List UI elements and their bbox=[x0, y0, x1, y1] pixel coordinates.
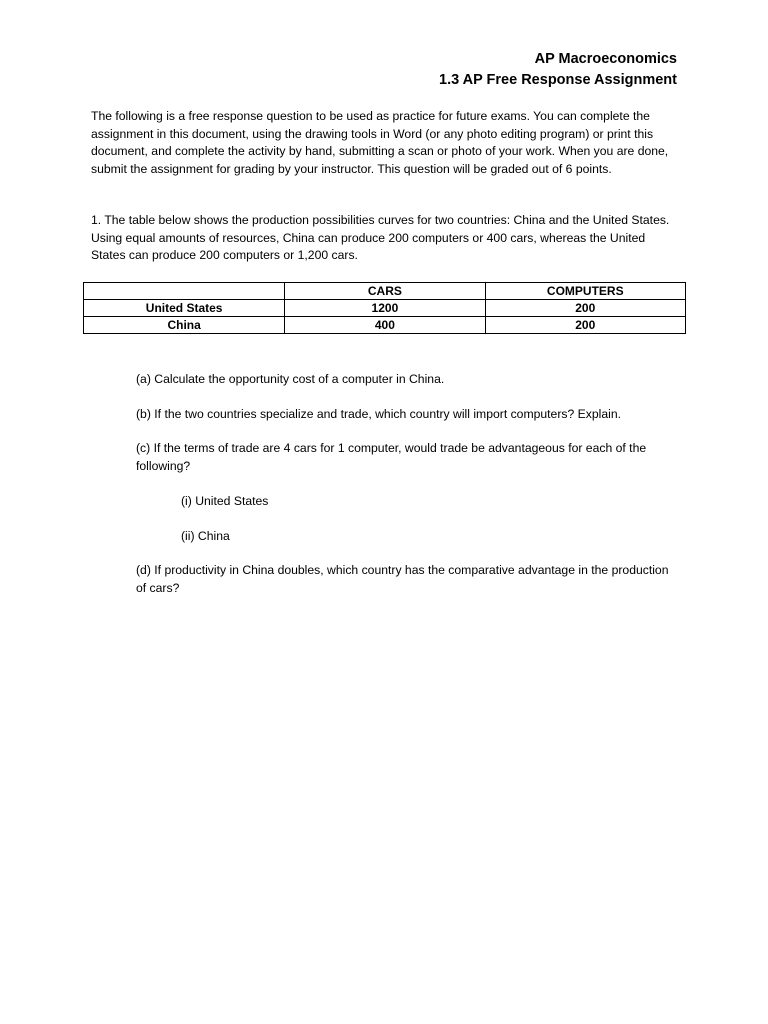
assignment-title: 1.3 AP Free Response Assignment bbox=[439, 72, 677, 88]
part-c-i: (i) United States bbox=[181, 494, 269, 508]
table-header-row bbox=[84, 283, 686, 300]
part-b: (b) If the two countries specialize and trade, which country will import computers? Explain. bbox=[136, 407, 622, 421]
table-header-cell bbox=[84, 283, 285, 300]
table-cell: 200 bbox=[485, 317, 685, 334]
table-cell: China bbox=[84, 317, 285, 334]
table-cell: 200 bbox=[485, 300, 685, 317]
part-c-ii: (ii) China bbox=[181, 529, 230, 543]
course-title: AP Macroeconomics bbox=[534, 51, 677, 67]
question-1-text: 1. The table below shows the production possibilities curves for two countries: China and the United States. Using equal amounts of resources, China can produce 200 computers or 400 cars, whereas the United States can produce 200 computers or 1,200 cars. bbox=[91, 213, 670, 262]
document-header bbox=[439, 49, 677, 91]
table-header-cell: COMPUTERS bbox=[485, 283, 685, 300]
intro-paragraph: The following is a free response question to be used as practice for future exams. You can complete the assignment in this document, using the drawing tools in Word (or any photo editing program) or print this document, and complete the activity by hand, submitting a scan or photo of your work. When you are done, submit the assignment for grading by your instructor. This question will be graded out of 6 points. bbox=[91, 109, 669, 176]
table-row bbox=[84, 300, 686, 317]
table-cell: 1200 bbox=[285, 300, 485, 317]
part-a: (a) Calculate the opportunity cost of a computer in China. bbox=[136, 372, 445, 386]
part-d: (d) If productivity in China doubles, which country has the comparative advantage in the production of cars? bbox=[136, 563, 669, 595]
table-row bbox=[84, 317, 686, 334]
production-table bbox=[83, 282, 686, 334]
table-cell: United States bbox=[84, 300, 285, 317]
table-cell: 400 bbox=[285, 317, 485, 334]
table-header-cell: CARS bbox=[285, 283, 485, 300]
part-c: (c) If the terms of trade are 4 cars for 1 computer, would trade be advantageous for each of the following? bbox=[136, 441, 647, 473]
